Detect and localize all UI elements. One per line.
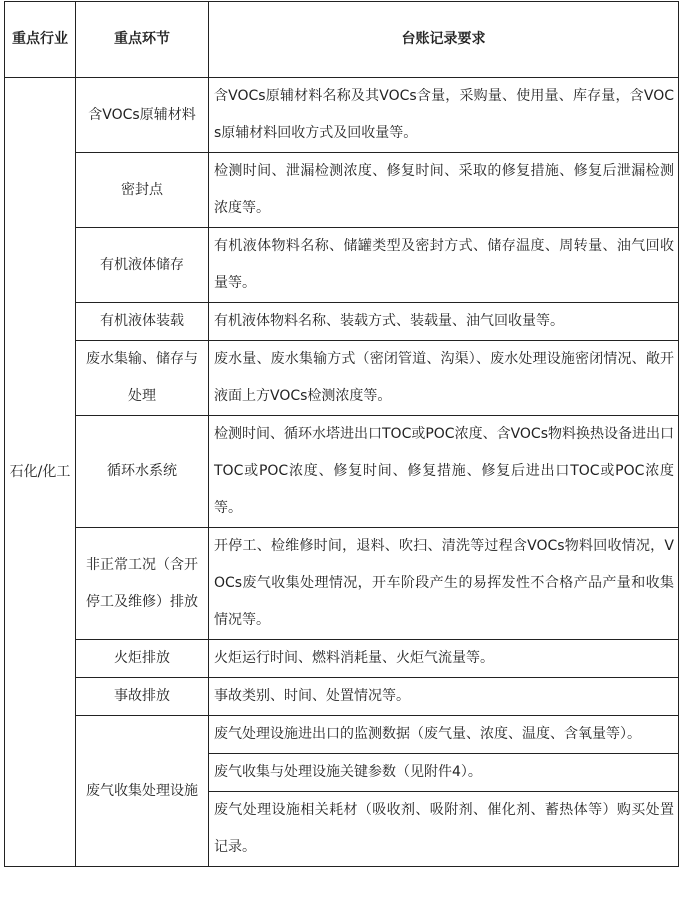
table-row [5,153,679,228]
step-cell: 非正常工况（含开停工及维修）排放 [76,528,209,640]
step-cell: 有机液体储存 [76,228,209,303]
requirement-cell: 有机液体物料名称、储罐类型及密封方式、储存温度、周转量、油气回收量等。 [209,228,679,303]
table-row [5,228,679,303]
header-ledger-requirement: 台账记录要求 [209,2,679,78]
table-row [5,678,679,716]
table-body [5,78,679,867]
requirement-cell: 开停工、检维修时间，退料、吹扫、清洗等过程含VOCs物料回收情况，VOCs废气收集处理情况，开车阶段产生的易挥发性不合格产品产量和收集情况等。 [209,528,679,640]
step-cell: 事故排放 [76,678,209,716]
requirement-cell: 含VOCs原辅材料名称及其VOCs含量，采购量、使用量、库存量，含VOCs原辅材料回收方式及回收量等。 [209,78,679,153]
table-row [5,716,679,754]
industry-cell: 石化/化工 [5,78,76,867]
requirement-cell: 检测时间、循环水塔进出口TOC或POC浓度、含VOCs物料换热设备进出口TOC或POC浓度、修复时间、修复措施、修复后进出口TOC或POC浓度等。 [209,416,679,528]
requirement-cell: 废气处理设施相关耗材（吸收剂、吸附剂、催化剂、蓄热体等）购买处置记录。 [209,792,679,867]
step-cell: 火炬排放 [76,640,209,678]
table-row [5,640,679,678]
step-cell: 密封点 [76,153,209,228]
step-cell: 有机液体装载 [76,303,209,341]
step-cell: 循环水系统 [76,416,209,528]
table-row [5,528,679,640]
header-industry: 重点行业 [5,2,76,78]
ledger-requirements-table [4,1,679,867]
requirement-cell: 火炬运行时间、燃料消耗量、火炬气流量等。 [209,640,679,678]
requirement-cell: 废水量、废水集输方式（密闭管道、沟渠）、废水处理设施密闭情况、敞开液面上方VOCs检测浓度等。 [209,341,679,416]
requirement-cell: 事故类别、时间、处置情况等。 [209,678,679,716]
header-key-step: 重点环节 [76,2,209,78]
step-cell: 废气收集处理设施 [76,716,209,867]
table-row [5,416,679,528]
requirement-cell: 检测时间、泄漏检测浓度、修复时间、采取的修复措施、修复后泄漏检测浓度等。 [209,153,679,228]
step-cell: 废水集输、储存与处理 [76,341,209,416]
requirement-cell: 废气处理设施进出口的监测数据（废气量、浓度、温度、含氧量等）。 [209,716,679,754]
table-row [5,78,679,153]
table-row [5,341,679,416]
step-cell: 含VOCs原辅材料 [76,78,209,153]
requirement-cell: 有机液体物料名称、装载方式、装载量、油气回收量等。 [209,303,679,341]
requirement-cell: 废气收集与处理设施关键参数（见附件4）。 [209,754,679,792]
table-row [5,303,679,341]
